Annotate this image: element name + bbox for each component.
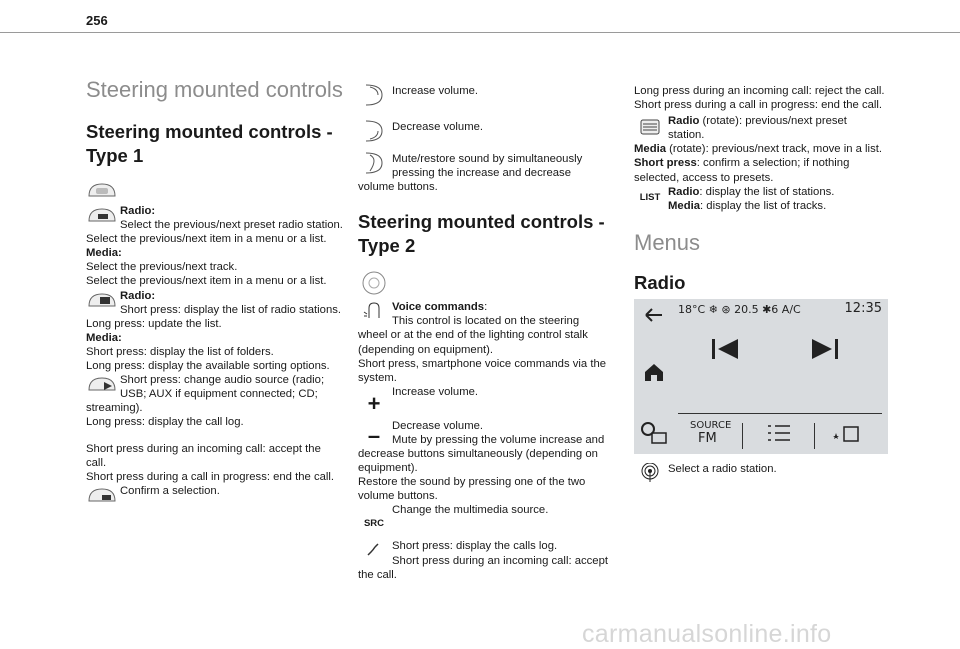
radio-screen [634,299,888,454]
header-rule [0,32,960,33]
steering-list-icon [86,289,118,311]
source-button-value[interactable]: FM [698,430,717,446]
confirm-text: Confirm a selection. [120,484,220,497]
voice-command-icon [358,300,390,322]
radio2-heading: Radio: [120,289,156,302]
call-text-2: Short press during a call in progress: end the call. [86,470,335,483]
rotary-wheel-icon [634,114,666,140]
end-call-text: Short press during a call in progress: end the call. [634,99,883,112]
list-media-bold: Media [668,199,701,212]
list-view-icon[interactable] [766,423,792,447]
voice-colon: : [484,301,488,314]
steering-source-icon [86,373,118,395]
screen-separator-2 [814,423,815,449]
vol-down-entry [358,120,608,142]
radio2-text-2: Long press: update the list. [86,317,222,330]
type2-heading: Steering mounted controls - Type 2 [358,211,605,257]
minus-text-3: Restore the sound by pressing one of the two volume buttons. [358,476,586,503]
steering-radio-icon [86,204,118,226]
rotary-media-rest: (rotate): previous/next track, move in a list. [666,143,882,156]
screen-divider [678,413,882,414]
steering-wheel-type1-icon-row [86,180,344,204]
voice-text-2: Short press, smartphone voice commands via the system. [358,357,607,384]
vol-down-text: Decrease volume. [392,121,484,133]
minus-text-2: Mute by pressing the volume increase and decrease buttons simultaneously (depending on equipment). [358,433,605,475]
vol-up-text: Increase volume. [392,85,479,97]
reject-text: Long press during an incoming call: reject the call. [634,85,885,97]
src-text: Change the multimedia source. [392,504,549,517]
source-text: Short press: change audio source (radio; USB; AUX if equipment connected; CD; streaming). [86,374,325,415]
screen-separator-1 [742,423,743,449]
column-1 [86,76,344,506]
voice-text: This control is located on the steering wheel or at the end of the lighting control stalk (depending on equipment). [358,315,588,356]
src-icon [358,503,390,531]
source-text-2: Long press: display the call log. [86,416,244,429]
plus-entry [358,385,608,413]
short-press-rest: : confirm a selection; if nothing selected, access to presets. [634,157,850,184]
radio-text-2: Select the previous/next item in a menu or a list. [86,233,327,246]
screen-clock: 12:35 [844,300,882,316]
plus-text: Increase volume. [392,385,479,398]
minus-entry [358,419,608,475]
settings-radio-icon[interactable] [634,419,674,447]
column-2 [358,84,608,582]
list-entry [634,185,886,213]
media2-heading: Media: [86,331,122,344]
volume-wheel-up-icon [358,84,390,106]
column-3 [634,84,886,484]
steering-wheel-icon [358,270,390,296]
rotary-entry [634,114,886,142]
next-track-icon[interactable] [810,337,840,365]
short-press-bold: Short press [634,157,697,170]
phone-icon [358,539,390,561]
volume-wheel-down-icon [358,120,390,142]
voice-heading: Voice commands [392,301,485,314]
section-title: Steering mounted controls [86,77,343,102]
src-entry [358,503,608,531]
media-text: Select the previous/next track. [86,261,238,274]
minus-text: Decrease volume. [392,419,484,432]
steering-control-icon [86,180,118,200]
radio2-text: Short press: display the list of radio stations. [120,303,342,316]
volume-wheel-mute-icon [358,152,390,174]
rotary-radio-rest: (rotate): previous/next preset station. [668,115,847,142]
media-heading: Media: [86,247,122,260]
minus-icon: – [367,422,381,448]
screen-sidebar [634,299,674,454]
previous-track-icon[interactable] [710,337,740,365]
back-arrow-icon[interactable] [634,305,674,325]
steering-wheel-type2-icon-row [358,270,608,300]
vol-up-entry [358,84,608,106]
phone-text: Short press: display the calls log. [392,540,558,553]
confirm-entry [86,484,344,506]
radio-text: Select the previous/next preset radio station. [120,219,343,232]
watermark: carmanualsonline.info [582,620,832,648]
call-text: Short press during an incoming call: accept the call. [86,442,321,469]
media-text-2: Select the previous/next item in a menu or a list. [86,275,327,288]
select-station-entry [634,462,886,484]
radio-signal-icon [634,462,666,484]
steering-confirm-icon [86,484,118,506]
list-radio-rest: : display the list of stations. [699,185,835,198]
mute-text: Mute/restore sound by simultaneously pressing the increase and decrease volume buttons. [358,153,583,194]
list-label: LIST [639,191,661,203]
media2-text: Short press: display the list of folders. [86,345,274,358]
plus-icon: + [367,390,381,413]
rotary-radio-bold: Radio [668,115,700,128]
src-label: SRC [363,518,385,530]
type1-heading: Steering mounted controls - Type 1 [86,121,333,166]
list-media-rest: : display the list of tracks. [700,199,827,212]
screen-status-bar: 18°C ❄ ⊛ 20.5 ✱6 A/C [678,302,801,316]
select-station-text: Select a radio station. [668,462,777,475]
mute-entry [358,152,608,194]
menus-title: Menus [634,229,701,255]
media2-text-2: Long press: display the available sorting options. [86,360,330,373]
source-entry [86,373,344,415]
radio-list-entry [86,289,344,317]
radio-heading: Radio [634,271,686,293]
list-icon [634,185,666,211]
phone-text-2: Short press during an incoming call: accept the call. [358,554,608,581]
radio-heading: Radio: [120,205,156,217]
source-button-label[interactable]: SOURCE [690,419,732,431]
home-icon[interactable] [634,361,674,383]
phone-entry [358,539,608,581]
rotary-media-bold: Media [634,143,667,156]
list-radio-bold: Radio [668,185,700,198]
favorite-radio-icon[interactable] [832,421,862,449]
page-number: 256 [86,13,108,28]
voice-entry [358,300,608,356]
radio-entry [86,204,344,232]
